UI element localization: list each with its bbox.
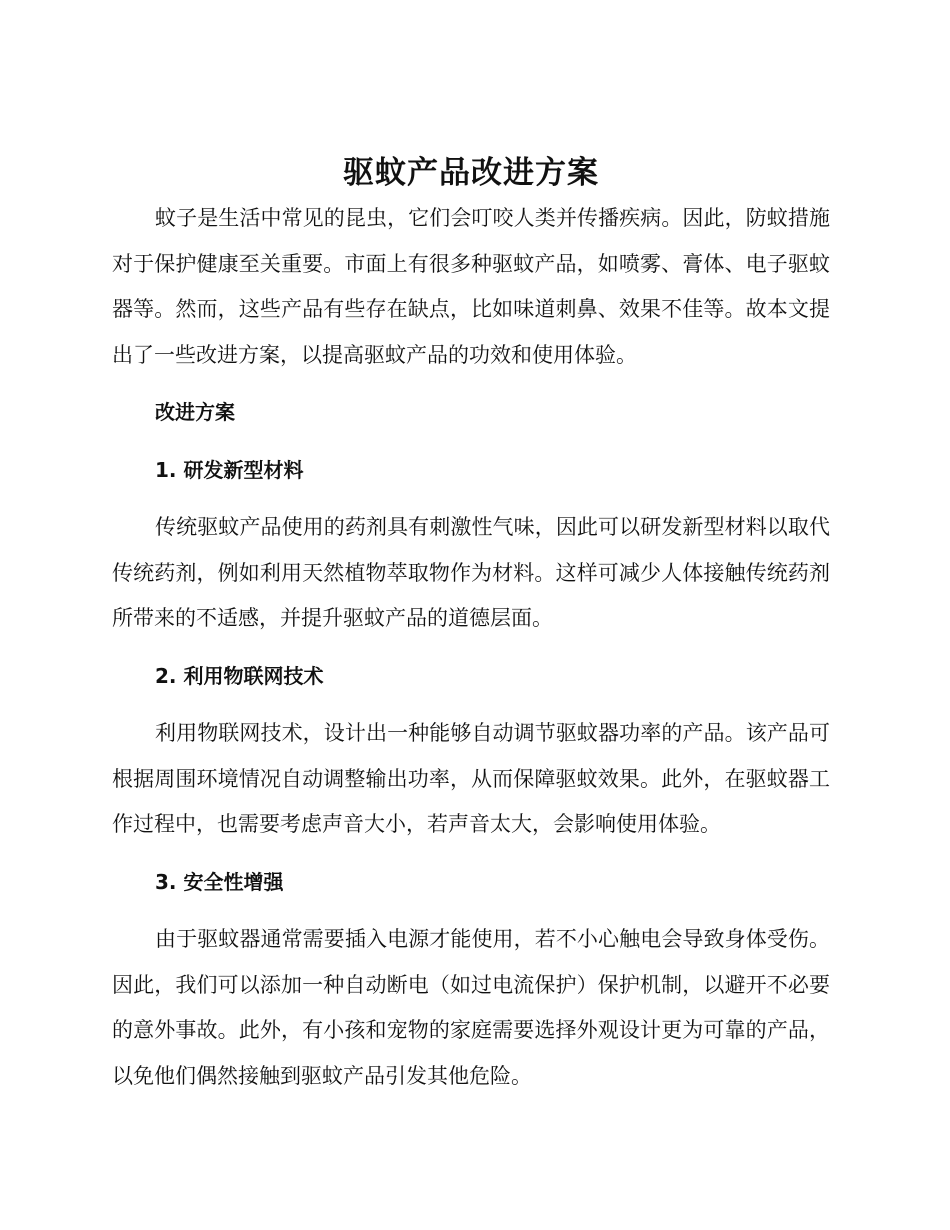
subsection-heading-3: 3. 安全性增强 xyxy=(155,869,284,894)
subsection-body-1: 传统驱蚊产品使用的药剂具有刺激性气味，因此可以研发新型材料以取代传统药剂，例如利用天然植物萃取物作为材料。这样可减少人体接触传统药剂所带来的不适感，并提升驱蚊产品的道德层面。 xyxy=(112,515,830,630)
spacer xyxy=(112,642,830,654)
spacer xyxy=(112,493,830,505)
intro-paragraph: 蚊子是生活中常见的昆虫，它们会叮咬人类并传播疾病。因此，防蚊措施对于保护健康至关重要。市面上有很多种驱蚊产品，如喷雾、膏体、电子驱蚊器等。然而，这些产品有些存在缺点，比如味道刺鼻、效果不佳等。故本文提出了一些改进方案，以提高驱蚊产品的功效和使用体验。 xyxy=(112,206,830,367)
spacer xyxy=(112,905,830,917)
section-heading: 改进方案 xyxy=(155,400,235,424)
subsection-body-3: 由于驱蚊器通常需要插入电源才能使用，若不小心触电会导致身体受伤。因此，我们可以添加一种自动断电（如过电流保护）保护机制，以避开不必要的意外事故。此外，有小孩和宠物的家庭需要选择外观设计更为可靠的产品，以免他们偶然接触到驱蚊产品引发其他危险。 xyxy=(112,927,830,1088)
subsection-heading-1: 1. 研发新型材料 xyxy=(155,457,304,482)
spacer xyxy=(112,848,830,860)
document-page xyxy=(112,150,830,1099)
document-title: 驱蚊产品改进方案 xyxy=(343,155,599,191)
spacer xyxy=(112,436,830,448)
subsection-body-2: 利用物联网技术，设计出一种能够自动调节驱蚊器功率的产品。该产品可根据周围环境情况自动调整输出功率，从而保障驱蚊效果。此外，在驱蚊器工作过程中，也需要考虑声音大小，若声音太大，会影响使用体验。 xyxy=(112,721,830,836)
subsection-heading-2: 2. 利用物联网技术 xyxy=(155,663,324,688)
spacer xyxy=(112,378,830,390)
spacer xyxy=(112,699,830,711)
